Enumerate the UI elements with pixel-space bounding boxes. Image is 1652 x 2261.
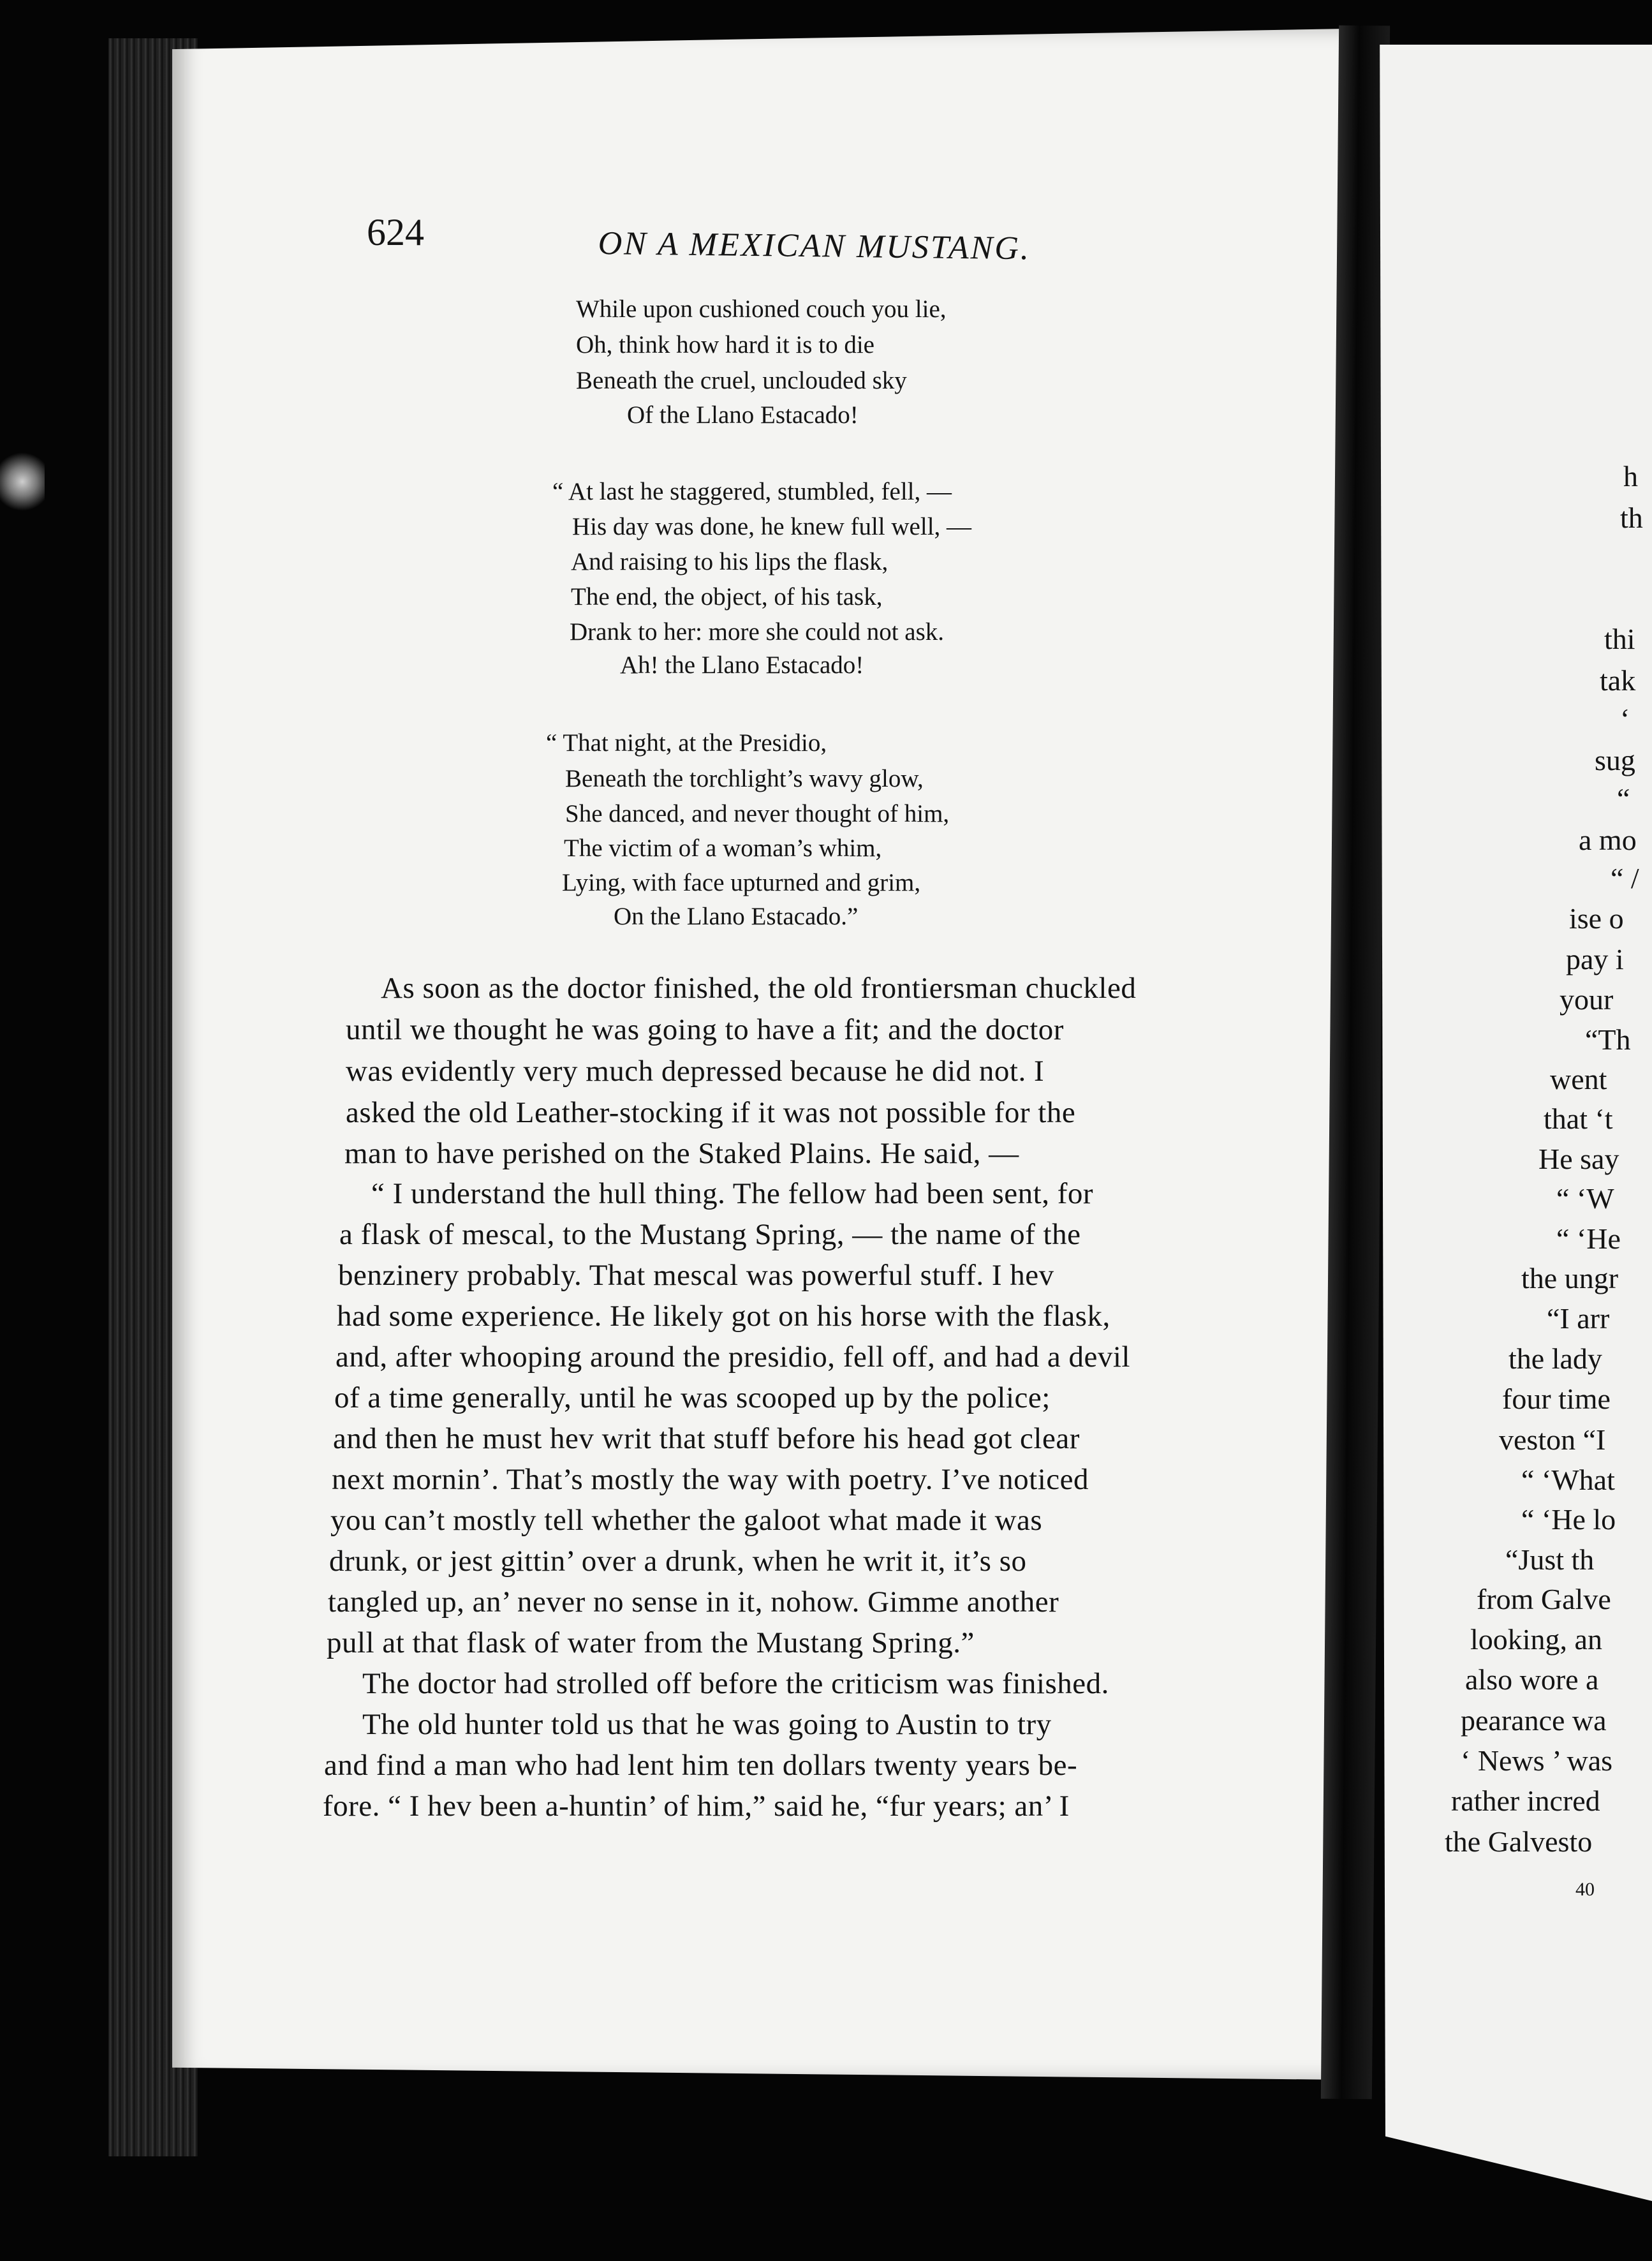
verse-line: On the Llano Estacado.” — [614, 903, 859, 930]
prose-line: drunk, or jest gittin’ over a drunk, when he writ it, it’s so — [329, 1545, 1027, 1578]
verse-line: The victim of a woman’s whim, — [564, 834, 882, 862]
prose-line: pull at that flask of water from the Mustang Spring.” — [327, 1626, 975, 1659]
fragment-line: that ‘t — [1544, 1102, 1613, 1135]
verse-line: Of the Llano Estacado! — [627, 401, 859, 429]
prose-line: you can’t mostly tell whether the galoot what made it was — [330, 1504, 1043, 1537]
fragment-line: from Galve — [1477, 1583, 1611, 1615]
prose-line: until we thought he was going to have a fit; and the doctor — [346, 1013, 1064, 1046]
fragment-line: h — [1623, 460, 1638, 493]
prose-line: was evidently very much depressed because he did not. I — [346, 1055, 1045, 1088]
prose-line: and find a man who had lent him ten dollars twenty years be- — [324, 1749, 1078, 1782]
fragment-line: “ ‘He — [1556, 1222, 1621, 1255]
fragment-line: ‘ — [1620, 702, 1630, 735]
verse-line: Oh, think how hard it is to die — [576, 331, 874, 359]
verse-line: She danced, and never thought of him, — [565, 800, 950, 827]
fragment-line: pay i — [1566, 943, 1624, 975]
fragment-line: veston “I — [1499, 1423, 1606, 1456]
prose-line: had some experience. He likely got on his horse with the flask, — [337, 1300, 1110, 1333]
prose-line: asked the old Leather-stocking if it was not possible for the — [346, 1096, 1076, 1129]
prose-line: The doctor had strolled off before the criticism was finished. — [362, 1667, 1109, 1700]
fragment-line: tak — [1600, 664, 1636, 697]
fragment-line: the ungr — [1521, 1262, 1619, 1294]
fragment-line: “Just th — [1505, 1543, 1595, 1576]
prose-line: next mornin’. That’s mostly the way with poetry. I’ve noticed — [332, 1463, 1089, 1496]
verse-line: The end, the object, of his task, — [571, 583, 883, 611]
fragment-line: rather incred — [1451, 1784, 1600, 1817]
verse-line: “ That night, at the Presidio, — [546, 729, 827, 757]
fragment-line: thi — [1604, 623, 1635, 655]
prose-line: a flask of mescal, to the Mustang Spring, — the name of the — [339, 1218, 1081, 1251]
prose-line: man to have perished on the Staked Plains. He said, — — [344, 1137, 1019, 1170]
verse-line: Lying, with face upturned and grim, — [562, 869, 921, 896]
fragment-line: “ ‘W — [1556, 1182, 1614, 1215]
prose-line: and, after whooping around the presidio, fell off, and had a devil — [336, 1340, 1130, 1374]
page-number: 624 — [367, 211, 424, 253]
fragment-line: “ ‘What — [1521, 1464, 1615, 1496]
verse-line: While upon cushioned couch you lie, — [576, 295, 947, 323]
prose-line: of a time generally, until he was scooped up by the police; — [334, 1381, 1051, 1414]
fragment-line: “ / — [1611, 862, 1639, 894]
fragment-line: your — [1560, 983, 1614, 1016]
fragment-line: four time — [1502, 1383, 1611, 1415]
verse-line: Ah! the Llano Estacado! — [620, 651, 864, 679]
fragment-line: ise o — [1569, 902, 1624, 935]
prose-line: fore. “ I hev been a-huntin’ of him,” said he, “fur years; an’ I — [323, 1790, 1070, 1823]
verse-line: Beneath the torchlight’s wavy glow, — [565, 765, 924, 792]
fragment-line: “I arr — [1547, 1302, 1610, 1335]
fragment-line: He say — [1538, 1143, 1619, 1175]
prose-line: and then he must hev writ that stuff before his head got clear — [333, 1422, 1080, 1455]
verse-line: And raising to his lips the flask, — [571, 548, 889, 575]
fragment-line: the Galvesto — [1445, 1825, 1593, 1858]
prose-line: benzinery probably. That mescal was powerful stuff. I hev — [338, 1259, 1054, 1292]
verse-line: Drank to her: more she could not ask. — [570, 618, 945, 646]
fragment-line: looking, an — [1470, 1623, 1602, 1656]
prose-line: As soon as the doctor finished, the old frontiersman chuckled — [381, 972, 1137, 1005]
fragment-line: pearance wa — [1461, 1704, 1607, 1737]
fragment-line: the lady — [1508, 1342, 1602, 1375]
fragment-line: also wore a — [1465, 1663, 1599, 1696]
prose-line: The old hunter told us that he was going to Austin to try — [362, 1708, 1052, 1741]
running-head: ON A MEXICAN MUSTANG. — [598, 225, 1031, 267]
fragment-line: went — [1550, 1063, 1607, 1095]
page-signature-number: 40 — [1575, 1879, 1595, 1900]
fragment-line: ‘ News ’ was — [1461, 1744, 1613, 1777]
verse-line: Beneath the cruel, unclouded sky — [576, 367, 907, 394]
fragment-line: “ — [1617, 782, 1630, 815]
verse-line: “ At last he staggered, stumbled, fell, — — [552, 478, 952, 505]
prose-line: “ I understand the hull thing. The fellow had been sent, for — [371, 1177, 1094, 1210]
fragment-line: “ ‘He lo — [1521, 1503, 1616, 1536]
fragment-line: th — [1620, 501, 1643, 534]
fragment-line: a mo — [1579, 824, 1637, 856]
fragment-line: “Th — [1585, 1023, 1631, 1056]
fragment-line: sug — [1595, 744, 1635, 776]
verse-line: His day was done, he knew full well, — — [572, 513, 972, 540]
prose-line: tangled up, an’ never no sense in it, nohow. Gimme another — [328, 1585, 1059, 1619]
